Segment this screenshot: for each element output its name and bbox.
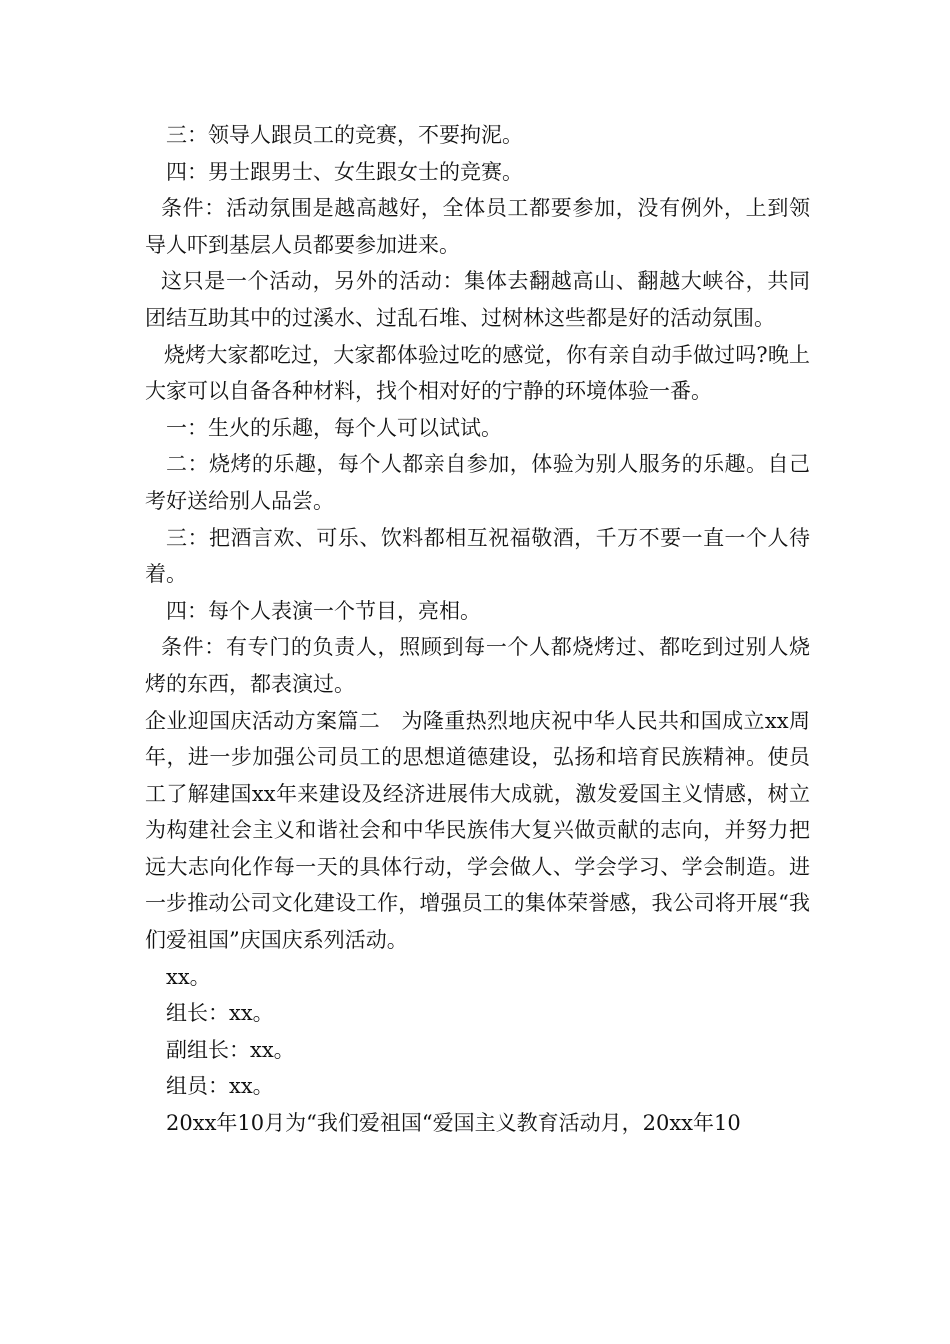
paragraph-plan-two: 企业迎国庆活动方案篇二 为隆重热烈地庆祝中华人民共和国成立xx周年，进一步加强公司员工的思想道德建设，弘扬和培育民族精神。使员工了解建国xx年来建设及经济进展伟大成就，激发爱国主义情感，树立为构建社会主义和谐社会和中华民族伟大复兴做贡献的志向，并努力把远大志向化作每一天的具体行动，学会做人、学会学习、学会制造。进一步推动公司文化建设工作，增强员工的集体荣誉感，我公司将开展“我们爱祖国”庆国庆系列活动。 xyxy=(145,708,810,953)
paragraph-barbecue-fun: 二：烧烤的乐趣，每个人都亲自参加，体验为别人服务的乐趣。自己考好送给别人品尝。 xyxy=(145,452,810,513)
paragraph-barbecue-intro: 烧烤大家都吃过，大家都体验过吃的感觉，你有亲自动手做过吗?晚上大家可以自备各种材料，找个相对好的宁静的环境体验一番。 xyxy=(145,342,810,404)
paragraph-team-leader: 组长：xx。 xyxy=(166,1001,274,1026)
paragraph-members: 组员：xx。 xyxy=(166,1074,274,1099)
paragraph-other-activities: 这只是一个活动，另外的活动：集体去翻越高山、翻越大峡谷，共同团结互助其中的过溪水、过乱石堆、过树林这些都是好的活动氛围。 xyxy=(145,269,810,330)
paragraph-xx: xx。 xyxy=(166,964,211,989)
paragraph-deputy-leader: 副组长：xx。 xyxy=(166,1037,295,1062)
paragraph-gender-contest: 四：男士跟男士、女生跟女士的竞赛。 xyxy=(166,159,523,184)
paragraph-fire-fun: 一：生火的乐趣，每个人可以试试。 xyxy=(166,415,502,440)
document-body xyxy=(145,117,810,1142)
paragraph-activity-month: 20xx年10月为“我们爱祖国“爱国主义教育活动月，20xx年10 xyxy=(166,1111,741,1136)
paragraph-conditions-organizer: 条件：有专门的负责人，照顾到每一个人都烧烤过、都吃到过别人烧烤的东西，都表演过。 xyxy=(145,635,810,696)
paragraph-conditions-atmosphere: 条件：活动氛围是越高越好，全体员工都要参加，没有例外，上到领导人吓到基层人员都要参加进来。 xyxy=(145,196,810,257)
paragraph-leader-staff-contest: 三：领导人跟员工的竞赛，不要拘泥。 xyxy=(166,123,523,147)
paragraph-toast: 三：把酒言欢、可乐、饮料都相互祝福敬酒，千万不要一直一个人待着。 xyxy=(145,525,810,587)
paragraph-performance: 四：每个人表演一个节目，亮相。 xyxy=(166,598,481,623)
